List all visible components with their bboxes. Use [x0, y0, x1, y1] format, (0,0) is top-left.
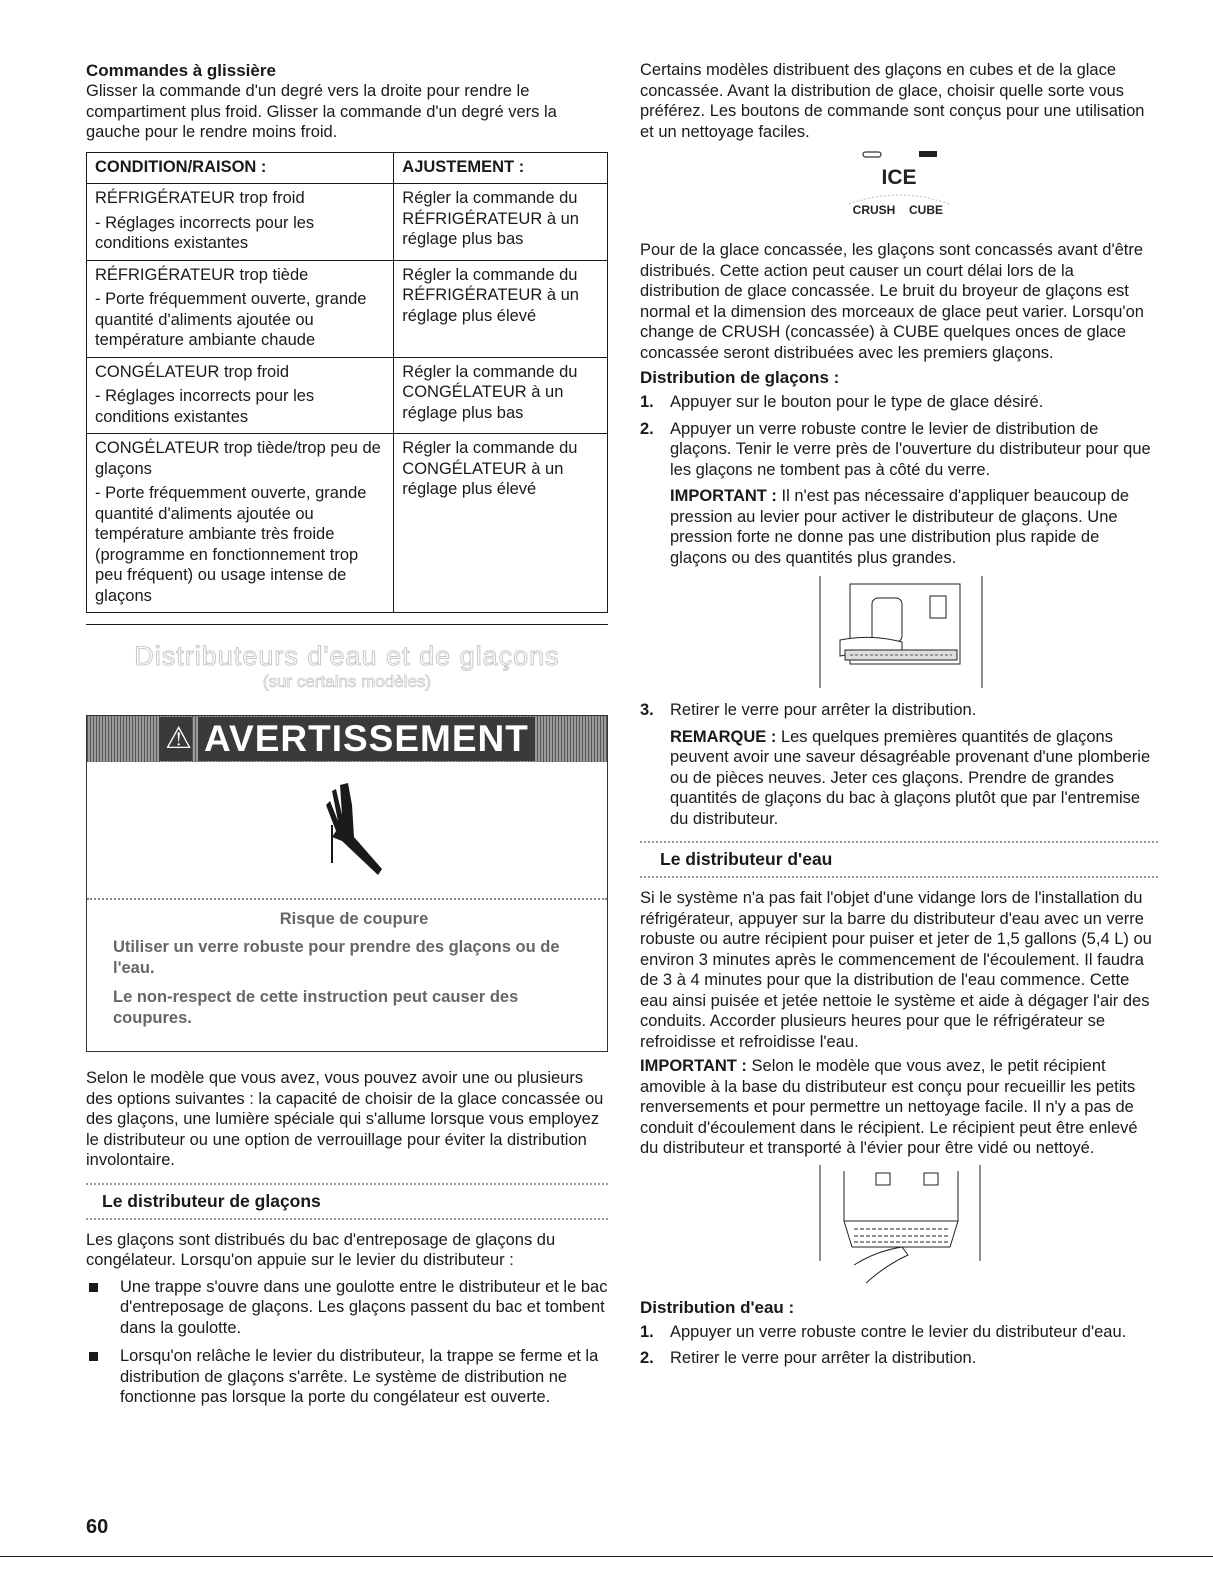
table-row — [87, 357, 608, 434]
list-item — [640, 700, 1158, 829]
glissiere-text: Glisser la commande d'un degré vers la droite pour rendre le compartiment plus froid. Glisser la commande d'un degré vers la gauche pour le rendre moins froid. — [86, 82, 557, 141]
note-text: Les quelques premières quantités de glaçons peuvent avoir une saveur désagréable provenant d'une plomberie ou de pièces neuves. Jeter ces glaçons. Prendre de grandes quantités de glaçons du bac à glaçons plutôt que par l'entremise du distributeur. — [670, 727, 1151, 828]
list-item: Une trappe s'ouvre dans une goulotte entre le distributeur et le bac d'entreposage de glaçons. Les glaçons passent du bac et tombent dans la goulotte. — [86, 1277, 608, 1339]
ice-dispenser-text: Les glaçons sont distribués du bac d'entreposage de glaçons du congélateur. Lorsqu'on appuie sur le levier du distributeur : — [86, 1230, 556, 1269]
table-cell-adjust — [394, 434, 608, 613]
crush-button-icon — [863, 152, 881, 157]
table-row — [87, 184, 608, 261]
step-text: Retirer le verre pour arrêter la distribution. — [670, 701, 977, 719]
cube-label: CUBE — [908, 203, 944, 217]
table-header-row — [87, 152, 608, 184]
step-number: 2. — [640, 419, 654, 438]
crush-text: Pour de la glace concassée, les glaçons sont concassés avant d'être distribués. Cette action peut causer un court délai lors de la distribution de glace concassée. Le bruit du broyeur de glaçons est normal et la dimension des morceaux de glace peut varier. Lorsqu'on change de CRUSH (concassée) à CUBE quelques onces de glace concassée seront distribuées avec les premiers glaçons. — [640, 241, 1144, 362]
crush-label: CRUSH — [852, 203, 896, 217]
right-column — [640, 60, 1158, 1375]
dotted-divider — [640, 876, 1158, 878]
ice-buttons-diagram — [809, 148, 989, 244]
water-steps — [640, 1322, 1158, 1369]
reason-text: - Porte fréquemment ouverte, grande quantité d'aliments ajoutée ou température ambiante très froide (programme en fonctionnement trop peu fréquent) ou usage intense de glaçons — [95, 484, 367, 605]
ice-steps — [640, 392, 1158, 568]
step-note — [670, 486, 1158, 568]
ice-dispenser-bullets — [86, 1277, 608, 1408]
reason-text: - Réglages incorrects pour les conditions existantes — [95, 387, 315, 426]
important-label: IMPORTANT : — [640, 1057, 747, 1075]
adjust-text: Régler la commande du CONGÉLATEUR à un réglage plus bas — [402, 362, 578, 422]
warning-body — [87, 900, 607, 1051]
reason-text: - Réglages incorrects pour les conditions existantes — [95, 213, 315, 252]
step-text: Appuyer un verre robuste contre le levier du distributeur d'eau. — [670, 1322, 1127, 1341]
ice-dispenser-heading: Le distributeur de glaçons — [102, 1190, 321, 1211]
adjustment-table — [86, 152, 608, 614]
step-text: Appuyer sur le bouton pour le type de glace désiré. — [670, 393, 1044, 411]
list-item — [640, 392, 1158, 413]
intro-text: Certains modèles distribuent des glaçons en cubes et de la glace concassée. Avant la distribution de glace, choisir quelle sorte vous préférez. Les boutons de commande sont conçus pour une utilisation et un nettoyage faciles. — [640, 61, 1145, 141]
cut-hand-icon — [302, 775, 392, 885]
warning-box — [86, 715, 608, 1052]
adjust-text: Régler la commande du CONGÉLATEUR à un réglage plus élevé — [402, 439, 578, 498]
reason-text: - Porte fréquemment ouverte, grande quantité d'aliments ajoutée ou température ambiante chaude — [95, 290, 367, 349]
ice-dispense-figure — [640, 576, 1158, 688]
water-tray-figure — [640, 1165, 1158, 1289]
warning-hazard: Risque de coupure — [279, 910, 429, 928]
table-cell-condition — [87, 434, 394, 613]
glissiere-heading: Commandes à glissière — [86, 61, 276, 80]
water-text: Si le système n'a pas fait l'objet d'une vidange lors de l'installation du réfrigérateur, appuyer sur la barre du distributeur d'eau avec un verre robuste ou autre récipient pour puiser et jeter de 1,5 gallons (5,4 L) ou environ 3 minutes après le commencement de l'écoulement. Il faudra de 3 à 4 minutes pour que la distribution de l'eau commence. Cette eau ainsi puisée et jetée nettoie le système et aide à dégager l'air des conduits. Accorder plusieurs heures pour que le réfrigérateur se refroidisse et refroidisse l'eau. — [640, 889, 1152, 1051]
table-row — [87, 434, 608, 613]
list-item: Lorsqu'on relâche le levier du distributeur, la trappe se ferme et la distribution de glaçons s'arrête. Le système de distribution ne fonctionne pas lorsque la porte du congélateur est ouverte. — [86, 1346, 608, 1408]
condition-text: CONGÉLATEUR trop tiède/trop peu de glaçons — [95, 439, 381, 478]
distrib-heading: Distribution de glaçons : — [640, 368, 840, 387]
table-cell-adjust — [394, 184, 608, 261]
step-number: 2. — [640, 1349, 654, 1367]
cube-button-icon — [919, 151, 937, 157]
section-title — [86, 641, 608, 693]
section-title-text: Distributeurs d'eau et de glaçons — [134, 641, 560, 671]
warning-pictogram — [87, 762, 607, 900]
important-paragraph — [640, 1056, 1158, 1159]
condition-text: RÉFRIGÉRATEUR trop tiède — [95, 265, 309, 284]
warning-triangle-icon: ⚠ — [159, 717, 192, 761]
options-text: Selon le modèle que vous avez, vous pouvez avoir une ou plusieurs des options suivantes : la capacité de choisir de la glace concassée ou des glaçons, une lumière spéciale qui s'allume lorsque vous employez le distributeur ou une option de verrouillage pour éviter la distribution involontaire. — [86, 1069, 604, 1169]
left-column — [86, 60, 608, 1416]
list-item — [640, 1348, 1158, 1369]
water-tray-illustration — [640, 1165, 1158, 1289]
adjust-text: Régler la commande du RÉFRIGÉRATEUR à un réglage plus élevé — [402, 265, 579, 325]
note-text: Il n'est pas nécessaire d'appliquer beaucoup de pression au levier pour activer le distributeur de glaçons. Une pression forte ne donne pas une distribution plus rapide de glaçons ou des quantités plus grandes. — [670, 487, 1130, 567]
list-item — [640, 419, 1158, 569]
step-text: Appuyer un verre robuste contre le levier de distribution de glaçons. Tenir le verre près de l'ouverture du distributeur pour que les glaçons ne tombent pas à côté du verre. — [670, 419, 1151, 479]
list-item — [640, 1322, 1158, 1343]
table-header-adjust: AJUSTEMENT : — [394, 152, 608, 184]
warning-header — [87, 716, 607, 762]
ice-label: ICE — [881, 166, 917, 189]
table-cell-condition — [87, 260, 394, 357]
step-number: 3. — [640, 701, 654, 719]
adjust-text: Régler la commande du RÉFRIGÉRATEUR à un réglage plus bas — [402, 189, 579, 248]
condition-text: RÉFRIGÉRATEUR trop froid — [95, 189, 305, 207]
dotted-divider — [86, 1218, 608, 1220]
table-cell-condition — [87, 184, 394, 261]
section-subtitle-text: (sur certains modèles) — [262, 672, 432, 691]
warning-title: AVERTISSEMENT — [198, 717, 535, 761]
page-bottom-rule — [0, 1556, 1213, 1557]
note-label: IMPORTANT : — [670, 487, 777, 505]
step-note — [670, 727, 1158, 830]
step-number: 1. — [640, 393, 654, 411]
water-dispenser-heading: Le distributeur d'eau — [660, 849, 833, 869]
table-cell-adjust — [394, 260, 608, 357]
water-distrib-heading: Distribution d'eau : — [640, 1297, 795, 1317]
step-text: Retirer le verre pour arrêter la distribution. — [670, 1349, 977, 1367]
step-number: 1. — [640, 1322, 654, 1341]
ice-steps-continued — [640, 700, 1158, 829]
ice-buttons-figure — [640, 148, 1158, 244]
table-header-condition: CONDITION/RAISON : — [87, 152, 394, 184]
table-cell-adjust — [394, 357, 608, 434]
table-row — [87, 260, 608, 357]
important-text: Selon le modèle que vous avez, le petit récipient amovible à la base du distributeur est conçu pour recueillir les petits renversements et pour permettre un nettoyage facile. Il n'y a pas de conduit d'écoulement dans le récipient. Le récipient peut être enlevé du distributeur et transporté à l'évier pour être vidé ou nettoyé. — [640, 1057, 1138, 1157]
condition-text: CONGÉLATEUR trop froid — [95, 362, 290, 381]
warning-line-1: Utiliser un verre robuste pour prendre des glaçons ou de l'eau. — [113, 938, 560, 977]
section-divider — [86, 624, 608, 625]
warning-line-2: Le non-respect de cette instruction peut causer des coupures. — [113, 988, 519, 1027]
ice-dispenser-illustration — [640, 576, 1158, 688]
page-number: 60 — [86, 1516, 109, 1538]
note-label: REMARQUE : — [670, 727, 777, 746]
table-cell-condition — [87, 357, 394, 434]
